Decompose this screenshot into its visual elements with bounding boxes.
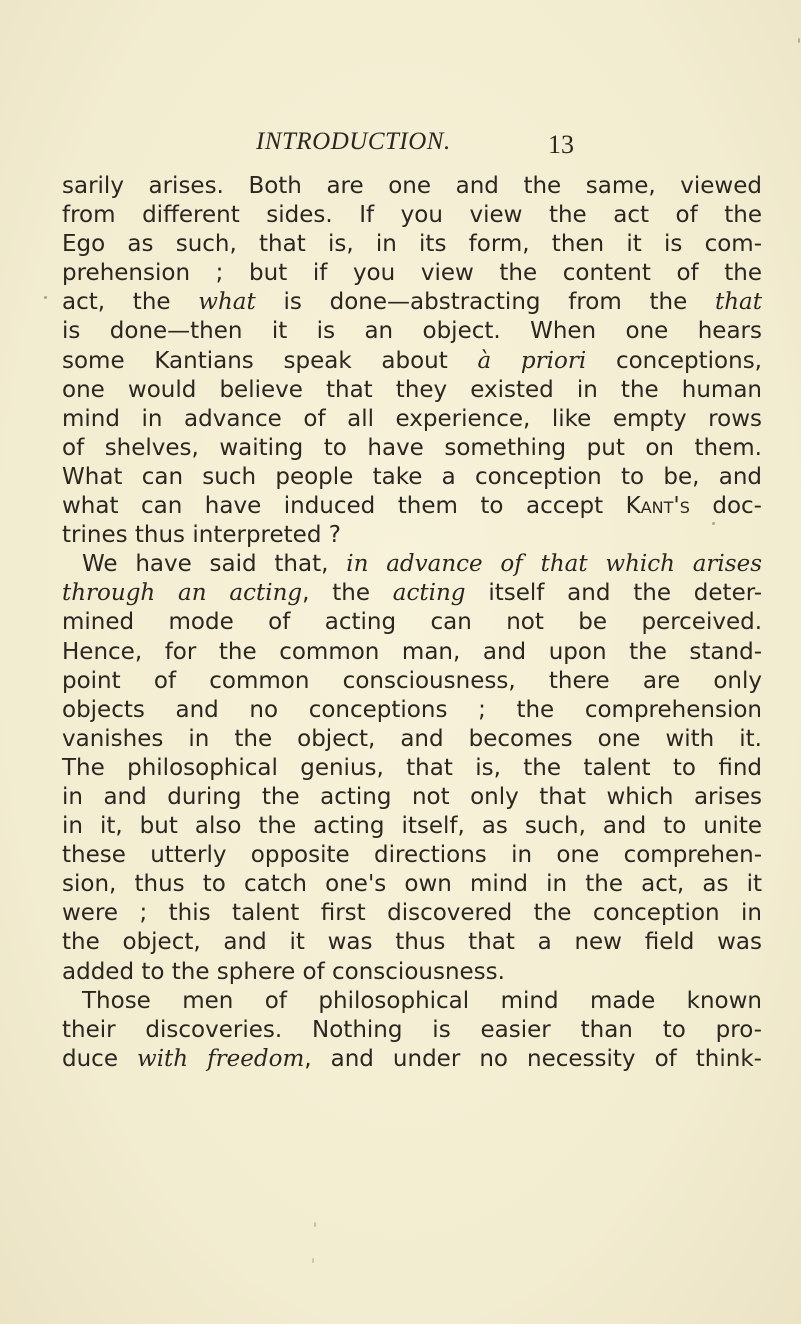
- text-line: in it, but also the acting itself, as such, and to unite: [62, 813, 762, 840]
- italic-phrase: à priori: [477, 347, 587, 374]
- text-line: sion, thus to catch one's own mind in the act, as it: [62, 871, 762, 898]
- print-speck: [798, 38, 800, 43]
- paragraph: [62, 172, 762, 550]
- text-line: from different sides. If you view the act of the: [62, 202, 762, 229]
- text-line: sarily arises. Both are one and the same, viewed: [62, 173, 762, 199]
- running-head: [256, 128, 596, 156]
- text-line: of shelves, waiting to have something put on them.: [62, 434, 762, 461]
- text-line: what can have induced them to accept Kant's doc-: [62, 493, 762, 520]
- text-line: act, the what is done—abstracting from the that: [62, 289, 762, 316]
- italic-phrase: what: [198, 289, 256, 316]
- print-speck: [314, 1222, 316, 1227]
- running-title: INTRODUCTION.: [256, 128, 451, 155]
- text-line: duce with freedom, and under no necessity of think-: [62, 1045, 762, 1072]
- italic-phrase: that: [714, 289, 762, 316]
- text-line: vanishes in the object, and becomes one with it.: [62, 725, 762, 752]
- page-number: 13: [548, 130, 574, 159]
- text-line: these utterly opposite directions in one comprehen-: [62, 842, 762, 869]
- small-caps-name: Kant's: [625, 493, 690, 520]
- text-line: point of common consciousness, there are only: [62, 667, 762, 694]
- text-line: mind in advance of all experience, like empty rows: [62, 405, 762, 432]
- text-line: Those men of philosophical mind made known: [82, 987, 762, 1014]
- text-line: is done—then it is an object. When one hears: [62, 318, 762, 345]
- text-line: prehension ; but if you view the content of the: [62, 260, 762, 287]
- italic-phrase: acting: [392, 580, 466, 607]
- print-speck: [312, 1258, 314, 1263]
- text-line: The philosophical genius, that is, the talent to find: [62, 754, 762, 781]
- text-line: some Kantians speak about à priori conceptions,: [62, 347, 762, 374]
- text-line: Ego as such, that is, in its form, then it is com-: [62, 231, 762, 258]
- print-speck: [712, 522, 715, 525]
- italic-phrase: through an acting: [62, 580, 303, 607]
- text-line: were ; this talent first discovered the conception in: [62, 900, 762, 927]
- text-line: objects and no conceptions ; the comprehension: [62, 696, 762, 723]
- text-line: mined mode of acting can not be perceived.: [62, 609, 762, 636]
- text-line: trines thus interpreted ?: [62, 522, 341, 549]
- text-line: one would believe that they existed in the human: [62, 376, 762, 403]
- body-text: [62, 172, 762, 1074]
- paragraph: [62, 987, 762, 1074]
- text-line: their discoveries. Nothing is easier than to pro-: [62, 1016, 762, 1043]
- text-line: What can such people take a conception to be, and: [62, 463, 762, 490]
- text-line: We have said that, in advance of that which arises: [82, 551, 763, 578]
- italic-phrase: in advance of that which arises: [346, 551, 763, 578]
- text-line: Hence, for the common man, and upon the stand-: [62, 638, 762, 665]
- text-line: in and during the acting not only that which arises: [62, 783, 762, 810]
- text-line: the object, and it was thus that a new field was: [62, 929, 762, 956]
- text-line: added to the sphere of consciousness.: [62, 958, 505, 985]
- paragraph: [62, 550, 762, 986]
- print-speck: [44, 296, 47, 299]
- text-line: through an acting, the acting itself and the deter-: [62, 580, 762, 607]
- italic-phrase: with freedom: [137, 1045, 305, 1072]
